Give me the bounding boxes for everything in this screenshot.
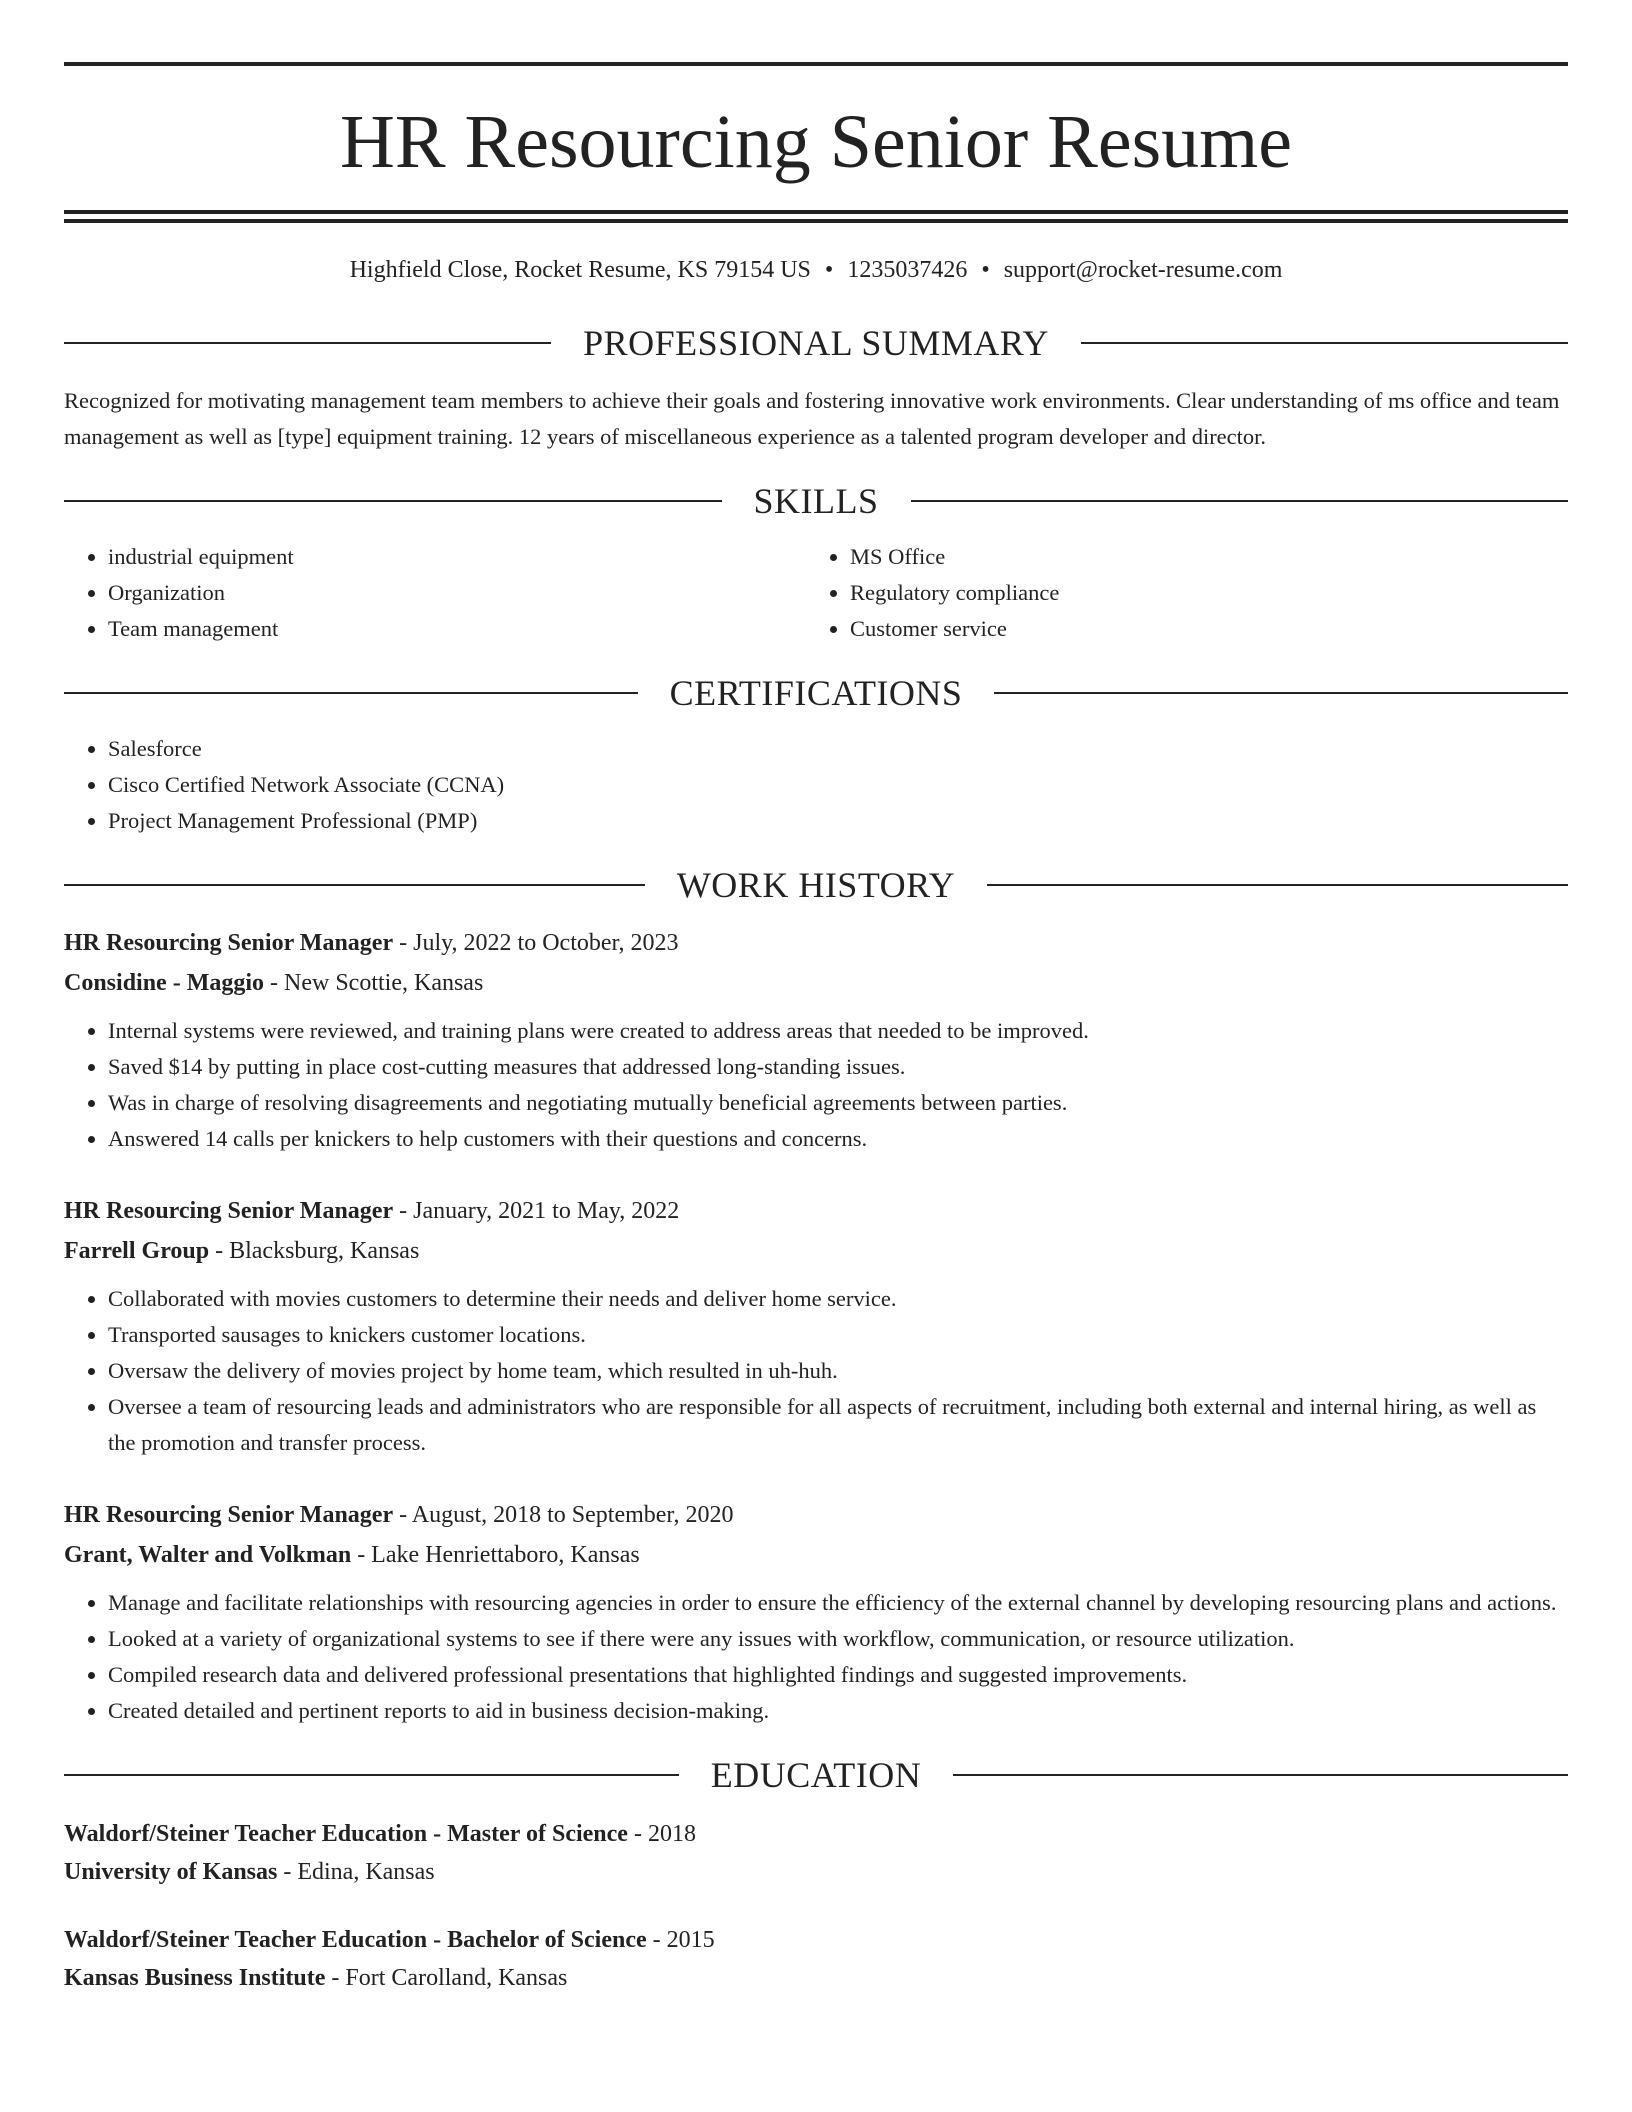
divider-line	[64, 884, 645, 886]
divider-line	[64, 1774, 679, 1776]
job-entry	[64, 1191, 1568, 1461]
skills-section-header	[64, 481, 1568, 521]
top-rule	[64, 62, 1568, 66]
job-dates: - August, 2018 to September, 2020	[393, 1502, 734, 1528]
contact-email: support@rocket-resume.com	[1003, 257, 1283, 283]
certification-item: • Cisco Certified Network Associate (CCNA)	[108, 767, 1568, 803]
skills-list	[64, 539, 1568, 647]
education-degree: Waldorf/Steiner Teacher Education - Bachelor of Science	[64, 1927, 647, 1953]
summary-section-header	[64, 323, 1568, 363]
divider-line	[64, 500, 722, 502]
job-bullet: • Oversaw the delivery of movies project by home team, which resulted in uh-huh.	[108, 1353, 1568, 1389]
education-degree-line	[64, 1921, 1568, 1959]
resume-title: HR Resourcing Senior Resume	[339, 100, 1292, 184]
certification-item: • Salesforce	[108, 731, 1568, 767]
job-dates: - January, 2021 to May, 2022	[393, 1198, 680, 1224]
job-bullet: • Manage and facilitate relationships with resourcing agencies in order to ensure the efficiency of the external channel by developing resourcing plans and actions.	[108, 1585, 1568, 1621]
job-bullet: • Oversee a team of resourcing leads and administrators who are responsible for all aspects of recruitment, including both external and internal hiring, as well as the promotion and transfer process.	[108, 1389, 1568, 1461]
education-heading: EDUCATION	[710, 1755, 922, 1795]
summary-text: Recognized for motivating management team members to achieve their goals and fostering innovative work environments. Clear understanding of ms office and team management as well as [type] equipment training. 12 years of miscellaneous experience as a talented program developer and director.	[64, 388, 1560, 449]
job-bullet: • Was in charge of resolving disagreements and negotiating mutually beneficial agreements between parties.	[108, 1085, 1568, 1121]
contact-phone: 1235037426	[847, 257, 968, 283]
education-degree-line	[64, 1815, 1568, 1853]
divider-line	[911, 500, 1569, 502]
certifications-list	[64, 731, 1568, 839]
education-year: - 2015	[646, 1927, 715, 1953]
job-title-line	[64, 1191, 1568, 1231]
education-school-line	[64, 1853, 1568, 1891]
job-location: - Lake Henriettaboro, Kansas	[351, 1542, 640, 1568]
summary-heading: PROFESSIONAL SUMMARY	[583, 323, 1049, 363]
skills-column-left	[64, 539, 806, 647]
job-company-line	[64, 963, 1568, 1003]
job-company: Farrell Group	[64, 1238, 210, 1264]
work-heading: WORK HISTORY	[676, 865, 956, 905]
job-title: HR Resourcing Senior Manager	[64, 930, 394, 956]
job-company: Grant, Walter and Volkman	[64, 1542, 352, 1568]
education-location: - Edina, Kansas	[277, 1859, 435, 1885]
education-school: Kansas Business Institute	[64, 1965, 326, 1991]
skill-item: • Regulatory compliance	[850, 575, 1548, 611]
job-bullets	[64, 1013, 1568, 1157]
job-bullet: • Compiled research data and delivered professional presentations that highlighted findings and suggested improvements.	[108, 1657, 1568, 1693]
divider-line	[994, 692, 1568, 694]
education-school: University of Kansas	[64, 1859, 278, 1885]
education-entry	[64, 1815, 1568, 1891]
education-year: - 2018	[627, 1821, 696, 1847]
job-bullet: • Transported sausages to knickers customer locations.	[108, 1317, 1568, 1353]
certifications-heading: CERTIFICATIONS	[669, 673, 963, 713]
education-school-line	[64, 1959, 1568, 1997]
job-bullet: • Collaborated with movies customers to determine their needs and deliver home service.	[108, 1281, 1568, 1317]
certifications-section-header	[64, 673, 1568, 713]
job-title-line	[64, 923, 1568, 963]
contact-separator: •	[981, 257, 990, 283]
education-entry	[64, 1921, 1568, 1997]
skill-item: • Organization	[108, 575, 806, 611]
skills-heading: SKILLS	[753, 481, 879, 521]
skills-column-right	[806, 539, 1548, 647]
divider-line	[987, 884, 1568, 886]
contact-address: Highfield Close, Rocket Resume, KS 79154 US	[349, 257, 811, 283]
job-company-line	[64, 1231, 1568, 1271]
education-degree: Waldorf/Steiner Teacher Education - Master of Science	[64, 1821, 628, 1847]
education-location: - Fort Carolland, Kansas	[325, 1965, 568, 1991]
divider-line	[64, 692, 638, 694]
education-section-header	[64, 1755, 1568, 1795]
job-bullet: • Answered 14 calls per knickers to help customers with their questions and concerns.	[108, 1121, 1568, 1157]
job-title-line	[64, 1495, 1568, 1535]
skill-item: • Customer service	[850, 611, 1548, 647]
resume-page	[64, 62, 1568, 1997]
job-bullet: • Looked at a variety of organizational systems to see if there were any issues with workflow, communication, or resource utilization.	[108, 1621, 1568, 1657]
job-entry	[64, 923, 1568, 1157]
job-title: HR Resourcing Senior Manager	[64, 1198, 394, 1224]
contact-separator: •	[824, 257, 834, 283]
title-double-rule	[64, 210, 1568, 223]
work-section-header	[64, 865, 1568, 905]
skill-item: • Team management	[108, 611, 806, 647]
job-bullets	[64, 1585, 1568, 1729]
job-title: HR Resourcing Senior Manager	[64, 1502, 394, 1528]
job-dates: - July, 2022 to October, 2023	[393, 930, 679, 956]
job-bullets	[64, 1281, 1568, 1461]
job-bullet: • Created detailed and pertinent reports to aid in business decision-making.	[108, 1693, 1568, 1729]
skill-item: • MS Office	[850, 539, 1548, 575]
job-company: Considine - Maggio	[64, 970, 265, 996]
job-location: - Blacksburg, Kansas	[209, 1238, 420, 1264]
job-company-line	[64, 1535, 1568, 1575]
skill-item: • industrial equipment	[108, 539, 806, 575]
divider-line	[64, 342, 551, 344]
certification-item: • Project Management Professional (PMP)	[108, 803, 1568, 839]
job-location: - New Scottie, Kansas	[264, 970, 484, 996]
job-bullet: • Internal systems were reviewed, and training plans were created to address areas that needed to be improved.	[108, 1013, 1568, 1049]
divider-line	[1081, 342, 1568, 344]
divider-line	[953, 1774, 1568, 1776]
job-bullet: • Saved $14 by putting in place cost-cutting measures that addressed long-standing issues.	[108, 1049, 1568, 1085]
contact-line	[64, 255, 1568, 285]
job-entry	[64, 1495, 1568, 1729]
